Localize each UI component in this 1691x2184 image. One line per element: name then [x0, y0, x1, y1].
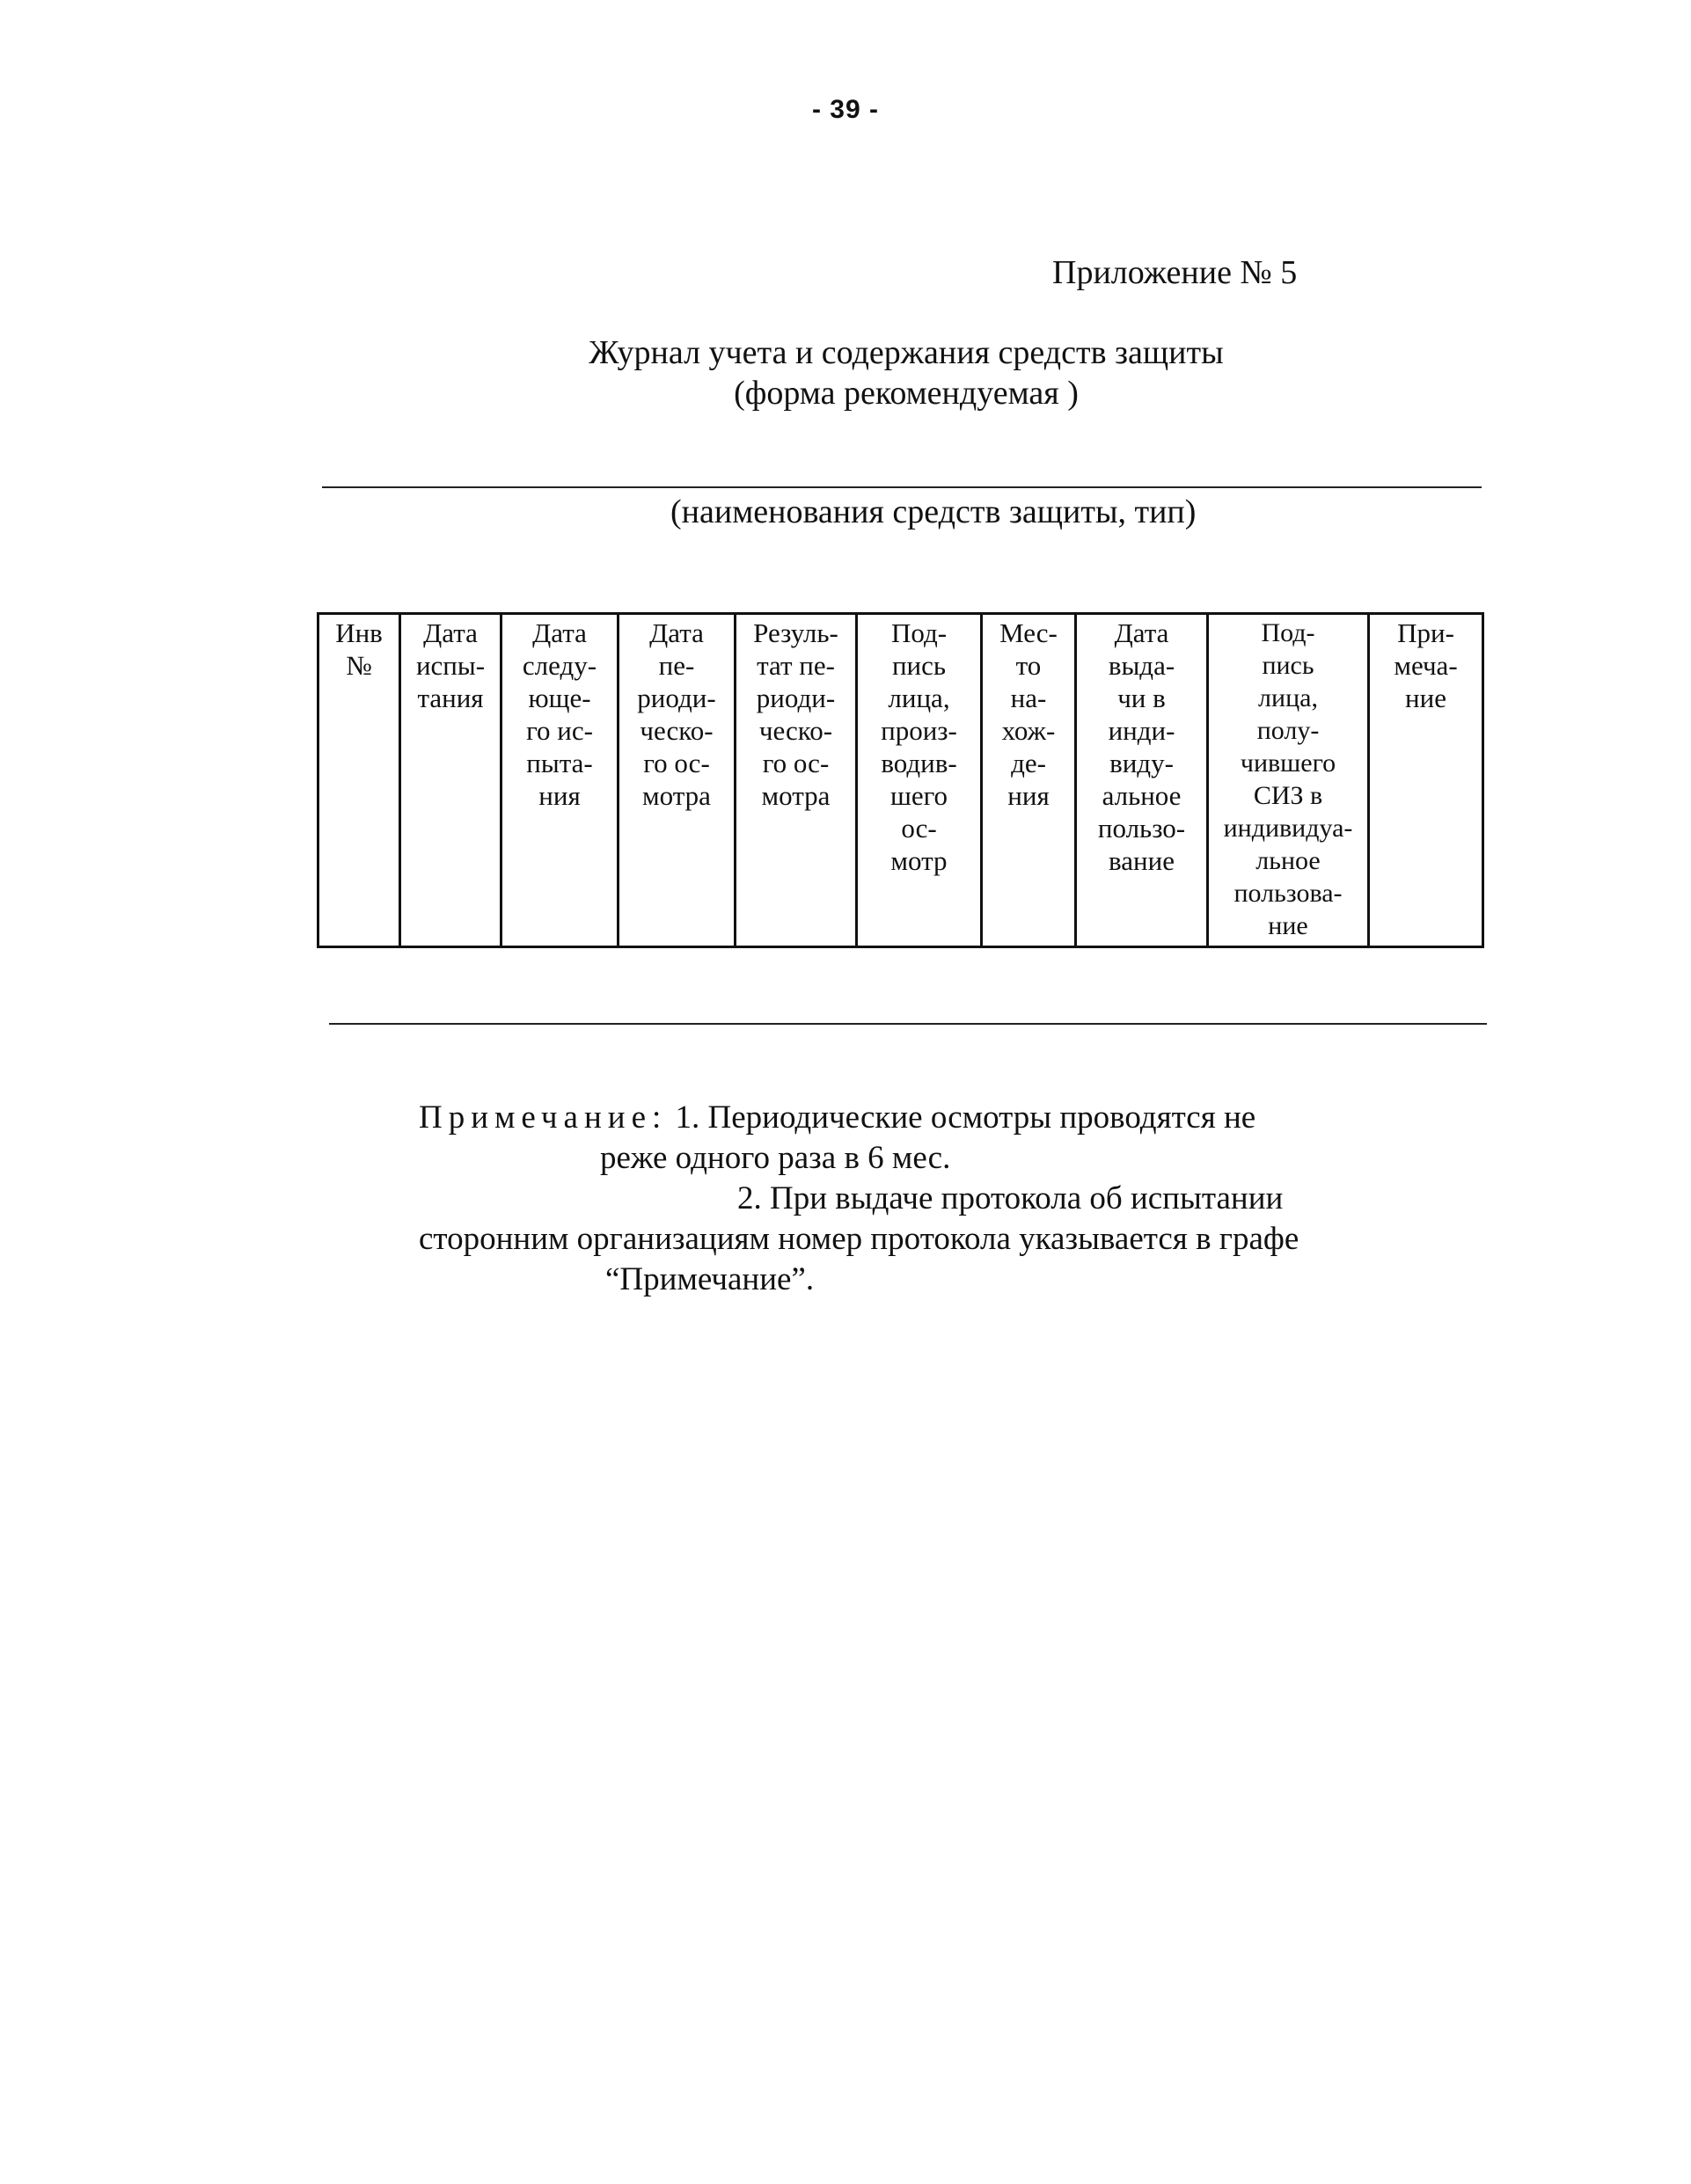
column-header-test-date: Дата испы- тания	[400, 614, 501, 947]
note-line-2: реже одного раза в 6 мес.	[600, 1140, 951, 1176]
column-header-inv-number: Инв №	[318, 614, 400, 947]
journal-title-line2: (форма рекомендуемая )	[734, 375, 1079, 412]
journal-title	[537, 332, 1276, 413]
appendix-label: Приложение № 5	[1052, 254, 1298, 291]
note-1-text: 1. Периодические осмотры проводятся не	[667, 1099, 1256, 1136]
note-line-5: “Примечание”.	[605, 1261, 815, 1297]
note-line-3: 2. При выдаче протокола об испытании	[737, 1180, 1284, 1216]
column-header-inspection-result: Резуль- тат пе- риоди- ческо- го ос- мотра	[736, 614, 857, 947]
note-line-1	[419, 1098, 1527, 1138]
notes-block	[419, 1098, 1527, 1300]
column-header-recipient-signature: Под- пись лица, полу- чившего СИЗ в индивидуа- льное пользова- ние	[1208, 614, 1369, 947]
table-header-row	[318, 614, 1483, 947]
column-header-issue-date: Дата выда- чи в инди- виду- альное пользо- вание	[1076, 614, 1208, 947]
notes-label: Примечание:	[419, 1099, 668, 1136]
column-header-location: Мес- то на- хож- де- ния	[982, 614, 1076, 947]
name-caption: (наименования средств защиты, тип)	[670, 493, 1197, 530]
journal-title-line1: Журнал учета и содержания средств защиты	[589, 334, 1224, 371]
column-header-inspector-signature: Под- пись лица, произ- водив- шего ос- мотр	[857, 614, 982, 947]
column-header-inspection-date: Дата пе- риоди- ческо- го ос- мотра	[619, 614, 736, 947]
column-header-remark: При- меча- ние	[1369, 614, 1483, 947]
note-line-4: сторонним организациям номер протокола указывается в графе	[419, 1221, 1299, 1257]
journal-table	[317, 612, 1484, 948]
bottom-rule	[329, 1023, 1487, 1025]
column-header-next-test-date: Дата следу- юще- го ис- пыта- ния	[501, 614, 619, 947]
name-underline	[322, 486, 1482, 488]
page-number: - 39 -	[811, 95, 880, 124]
